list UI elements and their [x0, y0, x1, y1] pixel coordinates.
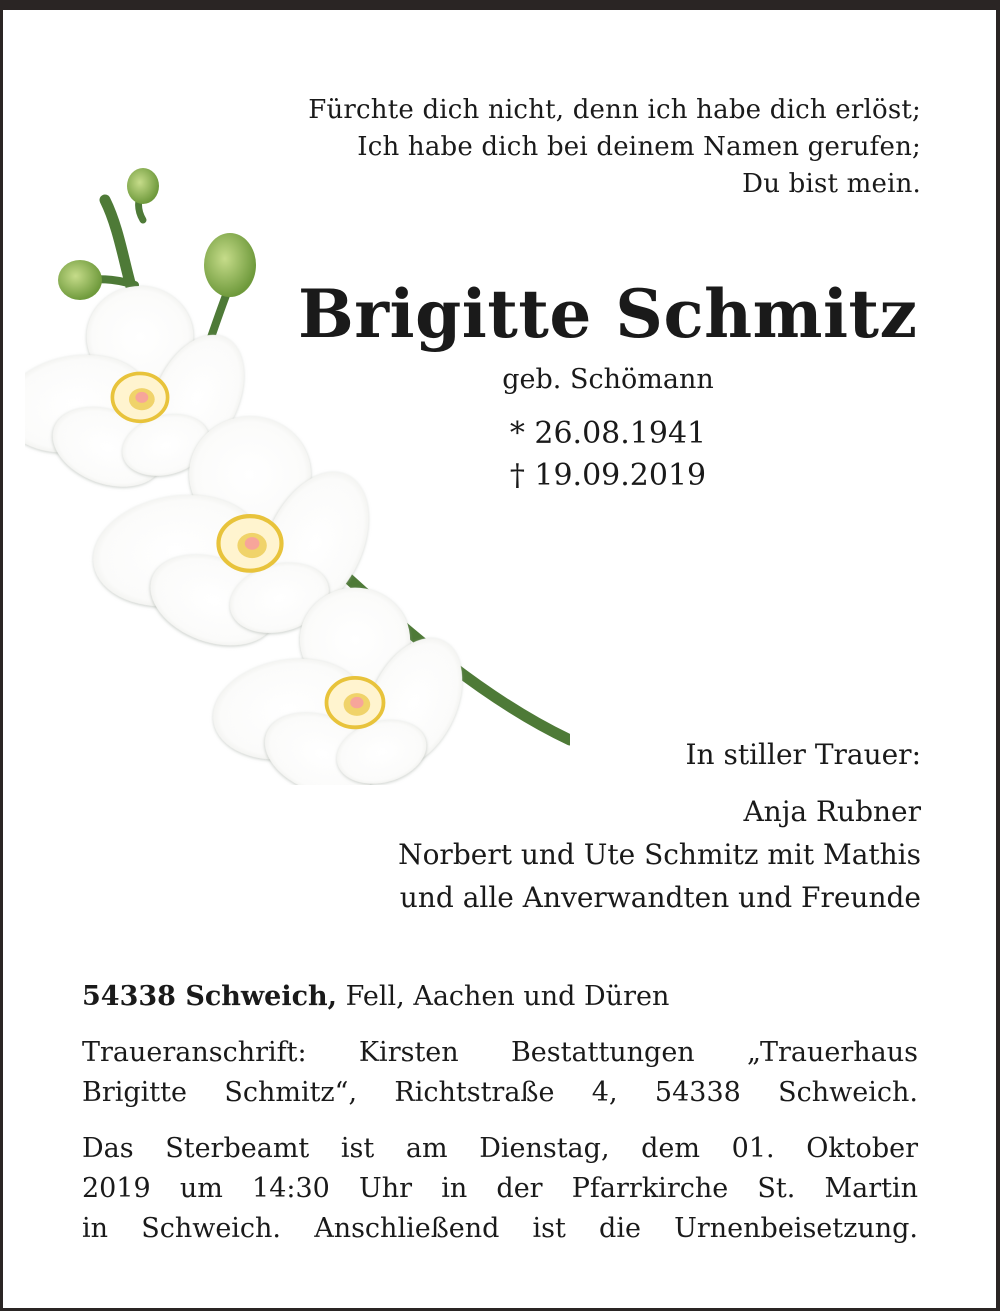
deceased-name: Brigitte Schmitz [298, 275, 918, 353]
maiden-name: geb. Schömann [502, 364, 714, 395]
verse-line-1: Fürchte dich nicht, denn ich habe dich erlöst; [308, 95, 921, 125]
bud-left [58, 260, 102, 300]
mourner-line-2: Norbert und Ute Schmitz mit Mathis [398, 838, 921, 871]
mourners-list [398, 790, 921, 919]
service-line-2: 2019 um 14:30 Uhr in der Pfarrkirche St. Martin [82, 1173, 918, 1204]
mourner-line-3: und alle Anverwandten und Freunde [399, 881, 921, 914]
service-line-1: Das Sterbeamt ist am Dienstag, dem 01. Oktober [82, 1133, 918, 1164]
place-city: 54338 Schweich, [82, 981, 338, 1012]
address-line-1: Traueranschrift: Kirsten Bestattungen „Trauerhaus [82, 1037, 918, 1068]
mourning-heading: In stiller Trauer: [685, 738, 921, 771]
mourning-address [82, 1033, 918, 1113]
service-line-3: in Schweich. Anschließend ist die Urnenbeisetzung. [82, 1213, 918, 1244]
bud-right [204, 233, 256, 297]
bud-top [127, 168, 159, 204]
address-line-2: Brigitte Schmitz“, Richtstraße 4, 54338 Schweich. [82, 1077, 918, 1108]
death-date: † 19.09.2019 [509, 458, 707, 493]
mourner-line-1: Anja Rubner [743, 795, 921, 828]
life-dates [473, 413, 743, 497]
verse-line-2: Ich habe dich bei deinem Namen gerufen; [357, 132, 921, 162]
verse-line-3: Du bist mein. [742, 169, 921, 199]
service-info [82, 1129, 918, 1249]
place-line [82, 975, 918, 1019]
birth-date: * 26.08.1941 [509, 416, 707, 451]
details-section [82, 975, 918, 1249]
place-others: Fell, Aachen und Düren [345, 981, 670, 1012]
